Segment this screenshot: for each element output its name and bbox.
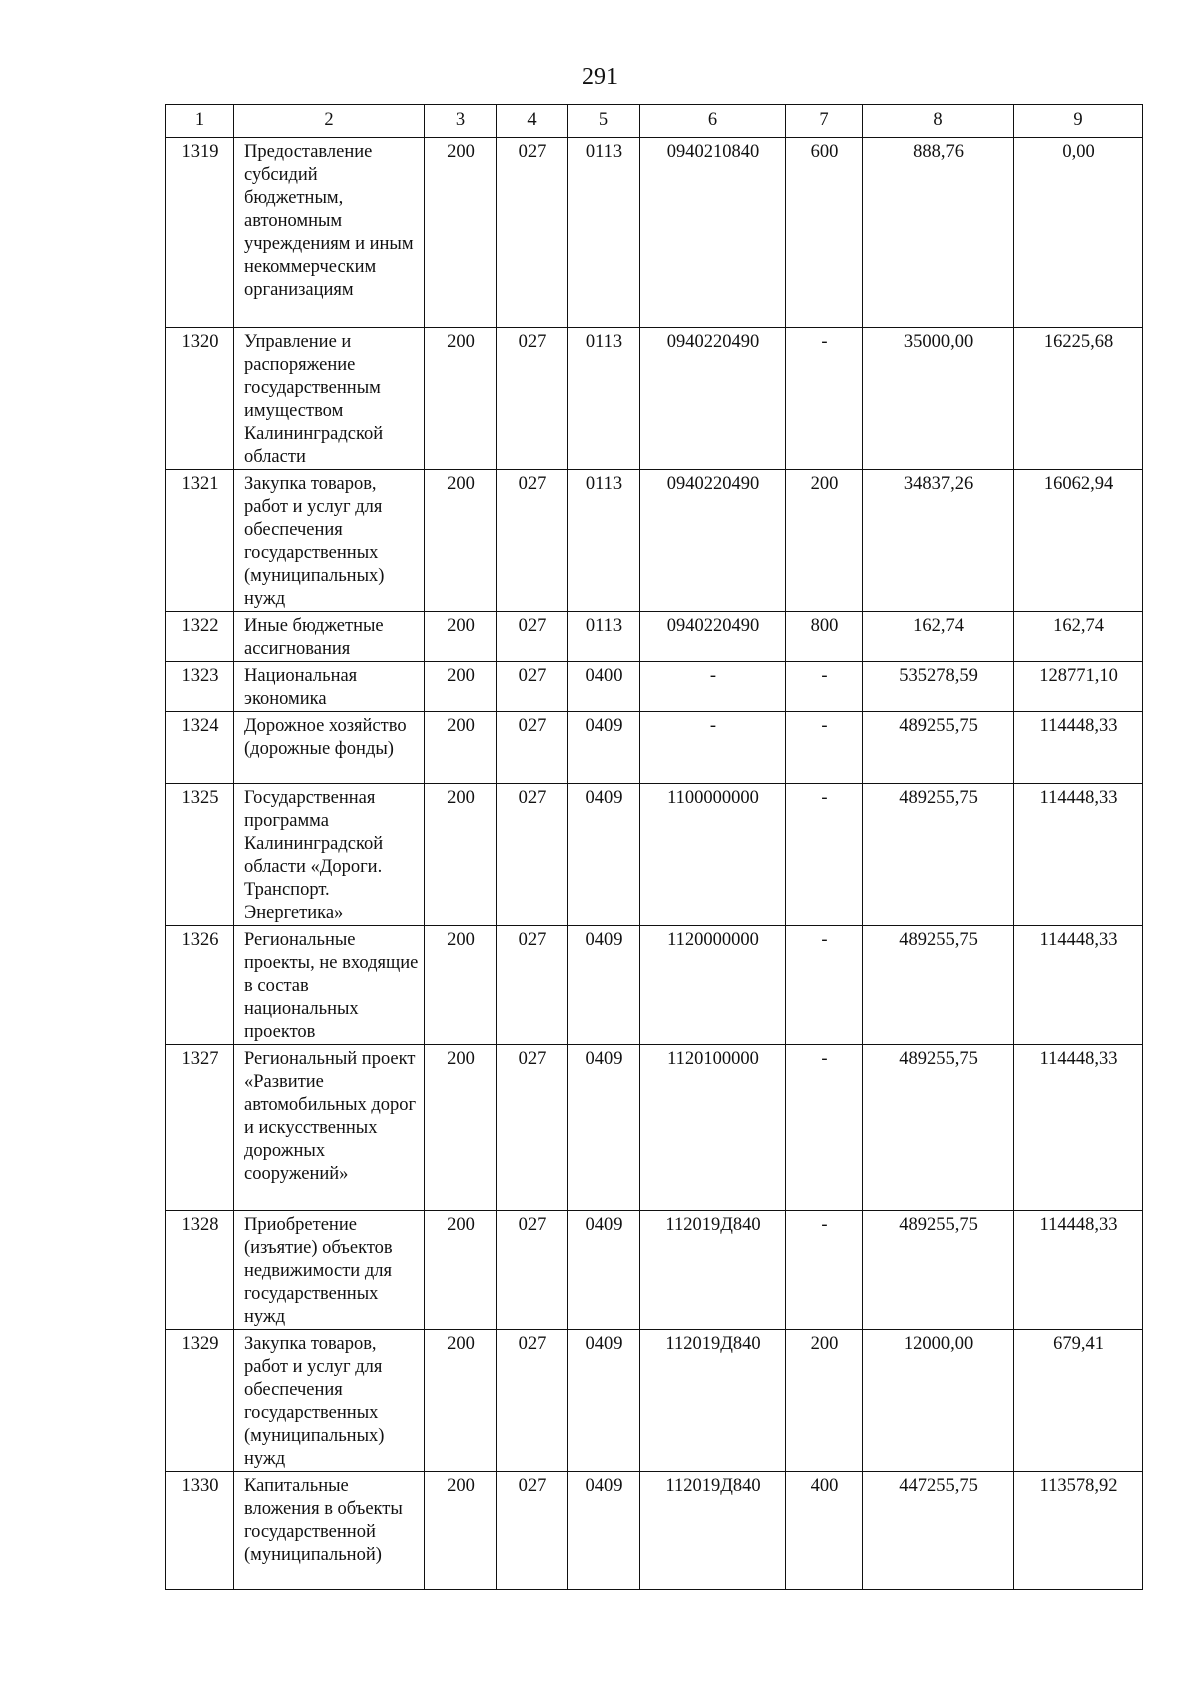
col4-cell: 027	[497, 612, 568, 662]
column-header: 8	[863, 105, 1014, 138]
col4-cell: 027	[497, 662, 568, 712]
row-description: Приобретение (изъятие) объектов недвижимости для государственных нужд	[234, 1211, 425, 1330]
col8-amount: 34837,26	[863, 470, 1014, 612]
col6-cell: 0940210840	[640, 138, 786, 328]
col5-cell: 0409	[568, 784, 640, 926]
row-number: 1321	[166, 470, 234, 612]
col5-cell: 0113	[568, 138, 640, 328]
col9-amount: 16225,68	[1014, 328, 1143, 470]
col8-amount: 489255,75	[863, 1211, 1014, 1330]
col5-cell: 0113	[568, 612, 640, 662]
col8-amount: 447255,75	[863, 1472, 1014, 1590]
col8-amount: 489255,75	[863, 926, 1014, 1045]
column-header: 6	[640, 105, 786, 138]
col3-cell: 200	[425, 784, 497, 926]
row-description: Закупка товаров, работ и услуг для обеспечения государственных (муниципальных) нужд	[234, 1330, 425, 1472]
col9-amount: 16062,94	[1014, 470, 1143, 612]
col7-cell: -	[786, 662, 863, 712]
table-row	[166, 1472, 1143, 1590]
table-row	[166, 612, 1143, 662]
row-number: 1323	[166, 662, 234, 712]
col7-cell: 200	[786, 1330, 863, 1472]
col9-amount: 0,00	[1014, 138, 1143, 328]
row-number: 1330	[166, 1472, 234, 1590]
row-description: Дорожное хозяйство (дорожные фонды)	[234, 712, 425, 784]
col9-amount: 114448,33	[1014, 926, 1143, 1045]
row-number: 1320	[166, 328, 234, 470]
col5-cell: 0409	[568, 1045, 640, 1211]
table-row	[166, 926, 1143, 1045]
col4-cell: 027	[497, 1330, 568, 1472]
col6-cell: 0940220490	[640, 612, 786, 662]
col3-cell: 200	[425, 1330, 497, 1472]
row-number: 1327	[166, 1045, 234, 1211]
col7-cell: -	[786, 328, 863, 470]
col8-amount: 489255,75	[863, 784, 1014, 926]
col5-cell: 0409	[568, 1472, 640, 1590]
col7-cell: -	[786, 926, 863, 1045]
col8-amount: 12000,00	[863, 1330, 1014, 1472]
col6-cell: -	[640, 712, 786, 784]
column-header: 7	[786, 105, 863, 138]
col7-cell: -	[786, 1211, 863, 1330]
col9-amount: 128771,10	[1014, 662, 1143, 712]
table-row	[166, 1330, 1143, 1472]
column-header: 3	[425, 105, 497, 138]
column-header: 5	[568, 105, 640, 138]
col7-cell: 200	[786, 470, 863, 612]
col6-cell: 1100000000	[640, 784, 786, 926]
page-number: 291	[582, 64, 618, 90]
col9-amount: 114448,33	[1014, 1211, 1143, 1330]
col3-cell: 200	[425, 328, 497, 470]
col5-cell: 0113	[568, 328, 640, 470]
col5-cell: 0409	[568, 1330, 640, 1472]
col4-cell: 027	[497, 328, 568, 470]
row-description: Региональные проекты, не входящие в состав национальных проектов	[234, 926, 425, 1045]
row-description: Национальная экономика	[234, 662, 425, 712]
col7-cell: -	[786, 1045, 863, 1211]
col3-cell: 200	[425, 470, 497, 612]
col7-cell: -	[786, 712, 863, 784]
col8-amount: 35000,00	[863, 328, 1014, 470]
row-number: 1326	[166, 926, 234, 1045]
column-header: 9	[1014, 105, 1143, 138]
col3-cell: 200	[425, 1045, 497, 1211]
col9-amount: 113578,92	[1014, 1472, 1143, 1590]
col5-cell: 0409	[568, 926, 640, 1045]
col7-cell: 800	[786, 612, 863, 662]
col8-amount: 535278,59	[863, 662, 1014, 712]
col3-cell: 200	[425, 138, 497, 328]
col9-amount: 114448,33	[1014, 784, 1143, 926]
table-row	[166, 328, 1143, 470]
col8-amount: 489255,75	[863, 1045, 1014, 1211]
col4-cell: 027	[497, 1211, 568, 1330]
col6-cell: 0940220490	[640, 470, 786, 612]
row-number: 1325	[166, 784, 234, 926]
column-header: 4	[497, 105, 568, 138]
col8-amount: 162,74	[863, 612, 1014, 662]
col7-cell: 600	[786, 138, 863, 328]
table-row	[166, 712, 1143, 784]
col4-cell: 027	[497, 1045, 568, 1211]
col8-amount: 489255,75	[863, 712, 1014, 784]
row-description: Управление и распоряжение государственным имуществом Калининградской области	[234, 328, 425, 470]
col9-amount: 679,41	[1014, 1330, 1143, 1472]
col3-cell: 200	[425, 662, 497, 712]
table-row	[166, 1045, 1143, 1211]
table-row	[166, 784, 1143, 926]
col3-cell: 200	[425, 1211, 497, 1330]
table-row	[166, 470, 1143, 612]
row-description: Региональный проект «Развитие автомобильных дорог и искусственных дорожных сооружений»	[234, 1045, 425, 1211]
table-row	[166, 662, 1143, 712]
row-description: Предоставление субсидий бюджетным, автономным учреждениям и иным некоммерческим организациям	[234, 138, 425, 328]
col3-cell: 200	[425, 612, 497, 662]
col9-amount: 114448,33	[1014, 1045, 1143, 1211]
col9-amount: 162,74	[1014, 612, 1143, 662]
col6-cell: 0940220490	[640, 328, 786, 470]
budget-table	[165, 104, 1143, 1590]
col6-cell: 1120000000	[640, 926, 786, 1045]
col9-amount: 114448,33	[1014, 712, 1143, 784]
table-header-row	[166, 105, 1143, 138]
row-description: Капитальные вложения в объекты государственной (муниципальной)	[234, 1472, 425, 1590]
row-number: 1319	[166, 138, 234, 328]
row-description: Иные бюджетные ассигнования	[234, 612, 425, 662]
column-header: 2	[234, 105, 425, 138]
col6-cell: -	[640, 662, 786, 712]
row-description: Закупка товаров, работ и услуг для обеспечения государственных (муниципальных) нужд	[234, 470, 425, 612]
row-number: 1328	[166, 1211, 234, 1330]
col5-cell: 0409	[568, 1211, 640, 1330]
col3-cell: 200	[425, 712, 497, 784]
row-number: 1322	[166, 612, 234, 662]
col8-amount: 888,76	[863, 138, 1014, 328]
col4-cell: 027	[497, 926, 568, 1045]
row-number: 1329	[166, 1330, 234, 1472]
table-row	[166, 1211, 1143, 1330]
col4-cell: 027	[497, 712, 568, 784]
col6-cell: 112019Д840	[640, 1472, 786, 1590]
col6-cell: 1120100000	[640, 1045, 786, 1211]
col5-cell: 0409	[568, 712, 640, 784]
col6-cell: 112019Д840	[640, 1211, 786, 1330]
col3-cell: 200	[425, 926, 497, 1045]
row-number: 1324	[166, 712, 234, 784]
row-description: Государственная программа Калининградской области «Дороги. Транспорт. Энергетика»	[234, 784, 425, 926]
col4-cell: 027	[497, 784, 568, 926]
col5-cell: 0400	[568, 662, 640, 712]
col3-cell: 200	[425, 1472, 497, 1590]
col7-cell: -	[786, 784, 863, 926]
col6-cell: 112019Д840	[640, 1330, 786, 1472]
table-row	[166, 138, 1143, 328]
col4-cell: 027	[497, 470, 568, 612]
col4-cell: 027	[497, 138, 568, 328]
col7-cell: 400	[786, 1472, 863, 1590]
col5-cell: 0113	[568, 470, 640, 612]
column-header: 1	[166, 105, 234, 138]
col4-cell: 027	[497, 1472, 568, 1590]
